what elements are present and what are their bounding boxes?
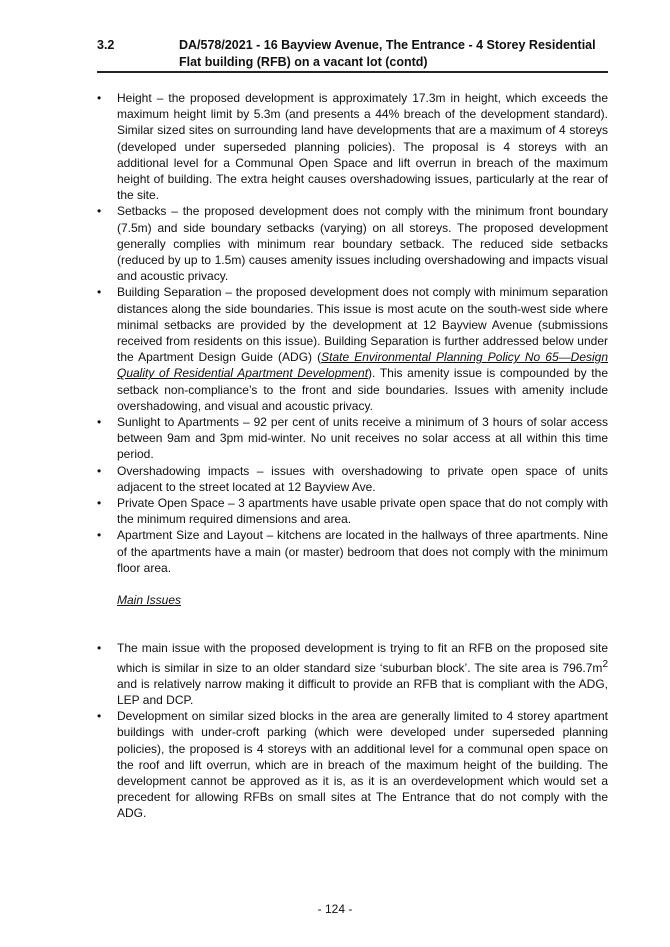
list-item-setbacks: • Setbacks – the proposed development does not comply with the minimum front boundary (7.5m) and side boundary setbacks (varying) on all storeys. The proposed development generally complies with minimum rear boundary setback. The reduced side setbacks (reduced by up to 1.5m) causes amenity issues including overshadowing and impacts visual and acoustic privacy. (97, 204, 608, 284)
list-item-apartment-size: • Apartment Size and Layout – kitchens are located in the hallways of three apartments. Nine of the apartments have a main (or master) bedroom that does not comply with the minimum floor area. (97, 528, 608, 575)
bullet-icon: • (97, 496, 102, 511)
bullet-icon: • (97, 91, 102, 105)
bullet-icon: • (97, 463, 102, 478)
main-issues-heading: Main Issues (117, 593, 182, 608)
list-item-private-open-space: • Private Open Space – 3 apartments have usable private open space that do not comply with the minimum required dimensions and area. (97, 496, 608, 527)
section-title: DA/578/2021 - 16 Bayview Avenue, The Entrance - 4 Storey Residential Flat building (RFB) on a vacant lot (contd) (179, 38, 596, 69)
list-item-building-separation: • Building Separation – the proposed development does not comply with minimum separation distances along the side boundaries. This issue is most acute on the south-west side where minimal setbacks are provided by the development at 12 Bayview Avenue (submissions received from residents on this issue). Building Separation is further addressed below under the Apartment Design Guide (ADG) (State Environmental Planning Policy No 65—Design Quality of Residential Apartment Development). This amenity issue is compounded by the setback non-compliance’s to the front and side boundaries. Issues with amenity include overshadowing, and visual and acoustic privacy. (97, 285, 609, 413)
main-issues-list (97, 640, 608, 821)
bullet-icon: • (97, 415, 102, 430)
header-rule (97, 71, 608, 73)
bullet-icon: • (97, 204, 102, 219)
section-header (97, 37, 607, 71)
bullet-icon: • (97, 641, 102, 656)
list-item-sunlight: • Sunlight to Apartments – 92 per cent of units receive a minimum of 3 hours of solar access between 9am and 3pm mid-winter. No unit receives no solar access at all within this time period. (97, 415, 608, 462)
bullet-icon: • (97, 528, 102, 543)
list-item-main-issue-site-size: • The main issue with the proposed development is trying to fit an RFB on the proposed site which is similar in size to an older standard size ‘suburban block’. The site area is $796.7m^2$ and is relatively narrow making it difficult to provide an RFB that is compliant with the ADG, LEP and DCP. (97, 641, 608, 707)
page-number: - 124 - (317, 902, 353, 916)
issues-list (97, 90, 608, 576)
sepp65-link[interactable]: State Environmental Planning Policy No 65—Design Quality of Residential Apartment Development (117, 350, 609, 381)
list-item-overshadowing: • Overshadowing impacts – issues with overshadowing to private open space of units adjacent to the street located at 12 Bayview Ave. (97, 463, 608, 494)
list-item-main-issue-overdevelopment: • Development on similar sized blocks in the area are generally limited to 4 storey apartment buildings with under-croft parking (which were developed under superseded planning policies), the proposed is 4 storeys with an additional level for a communal open space on the roof and lift overrun, which are in breach of the maximum height of the building. The development cannot be approved as it is, as it is an overdevelopment which would set a precedent for allowing RFBs on small sites at The Entrance that do not comply with the ADG. (97, 709, 608, 821)
document-body (97, 90, 608, 822)
section-number: 3.2 (97, 38, 115, 52)
bullet-icon: • (97, 285, 102, 300)
bullet-icon: • (97, 709, 102, 724)
list-item-height: • Height – the proposed development is approximately 17.3m in height, which exceeds the maximum height limit by 5.3m (and presents a 44% breach of the development standard). Similar sized sites on surrounding land have developments that are a maximum of 4 storeys (developed under superseded planning policies). The proposal is 4 storeys with an additional level for a Communal Open Space and lift overrun in breach of the maximum height of building. The extra height causes overshadowing issues, particularly at the rear of the site. (97, 91, 608, 203)
